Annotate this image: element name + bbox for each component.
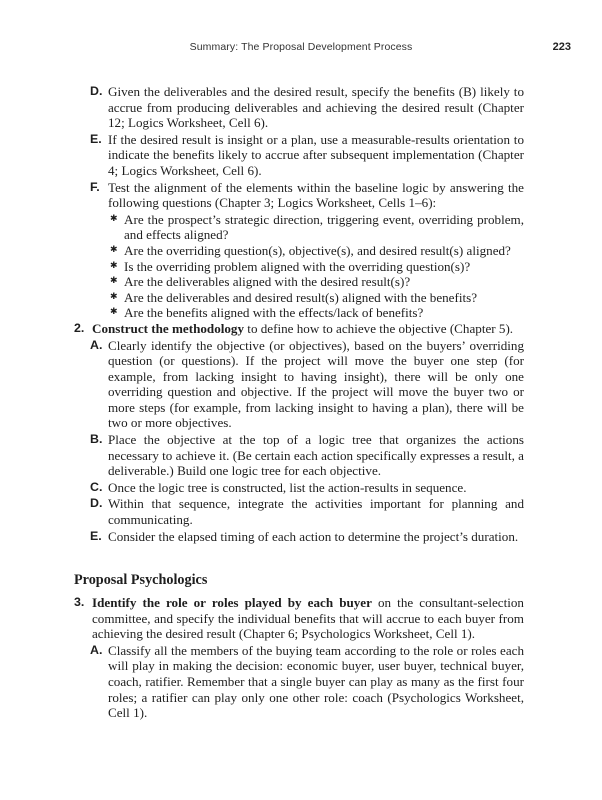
bullet-item	[110, 211, 524, 243]
list-text: Classify all the members of the buying team according to the role or roles each will play in making the decision: economic buyer, user buyer, technical buyer, coach, ratifier. Remember that a single buyer can play as many as the first four roles; a ratifier can play only one other role: coach (Psychologics Worksheet, Cell 1).	[108, 642, 524, 721]
list-label: B.	[90, 432, 103, 447]
list-item-a	[90, 642, 524, 721]
asterisk-bullet-icon: ✱	[110, 213, 118, 224]
list-item-e	[90, 528, 524, 545]
step-number: 3.	[74, 595, 85, 609]
asterisk-bullet-icon: ✱	[110, 260, 118, 271]
page-header	[0, 41, 602, 57]
asterisk-bullet-icon: ✱	[110, 291, 118, 302]
list-label: A.	[90, 337, 103, 352]
bullet-text: Are the deliverables and desired result(s) aligned with the benefits?	[124, 289, 478, 305]
step-2	[74, 320, 524, 337]
list-item-d	[90, 84, 524, 131]
list-item-f	[90, 179, 524, 211]
bullet-item	[110, 274, 524, 290]
list-item-c	[90, 479, 524, 496]
page-number: 223	[552, 41, 571, 53]
step-lead: Construct the methodology	[92, 320, 245, 336]
list-item-b	[90, 432, 524, 479]
bullet-text: Are the prospect’s strategic direction, triggering event, overriding problem, and effects aligned?	[124, 211, 524, 243]
bullet-item	[110, 242, 524, 259]
bullet-text: Are the benefits aligned with the effects/lack of benefits?	[124, 305, 424, 321]
page-body-lower	[0, 595, 602, 722]
list-label: D.	[90, 496, 103, 511]
bullet-text: Are the deliverables aligned with the desired result(s)?	[124, 274, 411, 290]
list-text: Consider the elapsed timing of each action to determine the project’s duration.	[108, 528, 519, 544]
bullet-item	[110, 305, 524, 321]
asterisk-bullet-icon: ✱	[110, 276, 118, 287]
list-item-d	[90, 496, 524, 528]
list-item-e	[90, 131, 524, 179]
bullet-text: Are the overriding question(s), objective(s), and desired result(s) aligned?	[124, 242, 511, 258]
list-label: C.	[90, 479, 103, 494]
list-text: Clearly identify the objective (or objectives), based on the buyers’ overriding question (or questions). If the project will move the buyer one step (for example, from lacking insight to having insight), there will be only one overriding question and objective. If the project will move the buyer two or more steps (for example, from lacking insight to having a plan), there will be two or more objectives.	[108, 337, 524, 431]
list-label: D.	[90, 84, 103, 98]
bullet-item	[110, 258, 524, 275]
step-text: to define how to achieve the objective (Chapter 5).	[244, 320, 514, 336]
bullet-item	[110, 289, 524, 306]
list-item-a	[90, 337, 524, 432]
bullet-text: Is the overriding problem aligned with the overriding question(s)?	[124, 258, 471, 274]
list-text: Within that sequence, integrate the activities important for planning and communicating.	[108, 496, 524, 528]
list-label: E.	[90, 528, 102, 543]
list-label: F.	[90, 179, 100, 194]
step-number: 2.	[74, 320, 85, 335]
list-text: If the desired result is insight or a plan, use a measurable-results orientation to indicate the benefits likely to accrue after subsequent implementation (Chapter 4; Logics Worksheet, Cell 6).	[108, 131, 524, 178]
running-head: Summary: The Proposal Development Process	[189, 41, 413, 53]
list-text: Place the objective at the top of a logic tree that organizes the actions necessary to achieve it. (Be certain each action specifically expresses a result, a deliverable.) Build one logic tree for each objective.	[108, 432, 524, 479]
list-text: Test the alignment of the elements within the baseline logic by answering the following questions (Chapter 3; Logics Worksheet, Cells 1–6):	[108, 179, 524, 211]
list-text: Given the deliverables and the desired result, specify the benefits (B) likely to accrue from producing deliverables and achieving the desired result (Chapter 12; Logics Worksheet, Cell 6).	[108, 84, 524, 131]
step-text: on the consultant-selection committee, and specify the individual benefits that will accrue to each buyer from achieving the desired result (Chapter 6; Psychologics Worksheet, Cell 1).	[92, 595, 524, 642]
list-label: A.	[90, 642, 103, 657]
list-text: Once the logic tree is constructed, list the action-results in sequence.	[108, 479, 467, 495]
list-label: E.	[90, 131, 102, 146]
step-3	[74, 595, 524, 642]
asterisk-bullet-icon: ✱	[110, 307, 118, 318]
section-heading: Proposal Psychologics	[74, 572, 208, 588]
asterisk-bullet-icon: ✱	[110, 244, 118, 255]
page-body-upper	[0, 84, 602, 545]
step-lead: Identify the role or roles played by each buyer	[92, 595, 372, 610]
